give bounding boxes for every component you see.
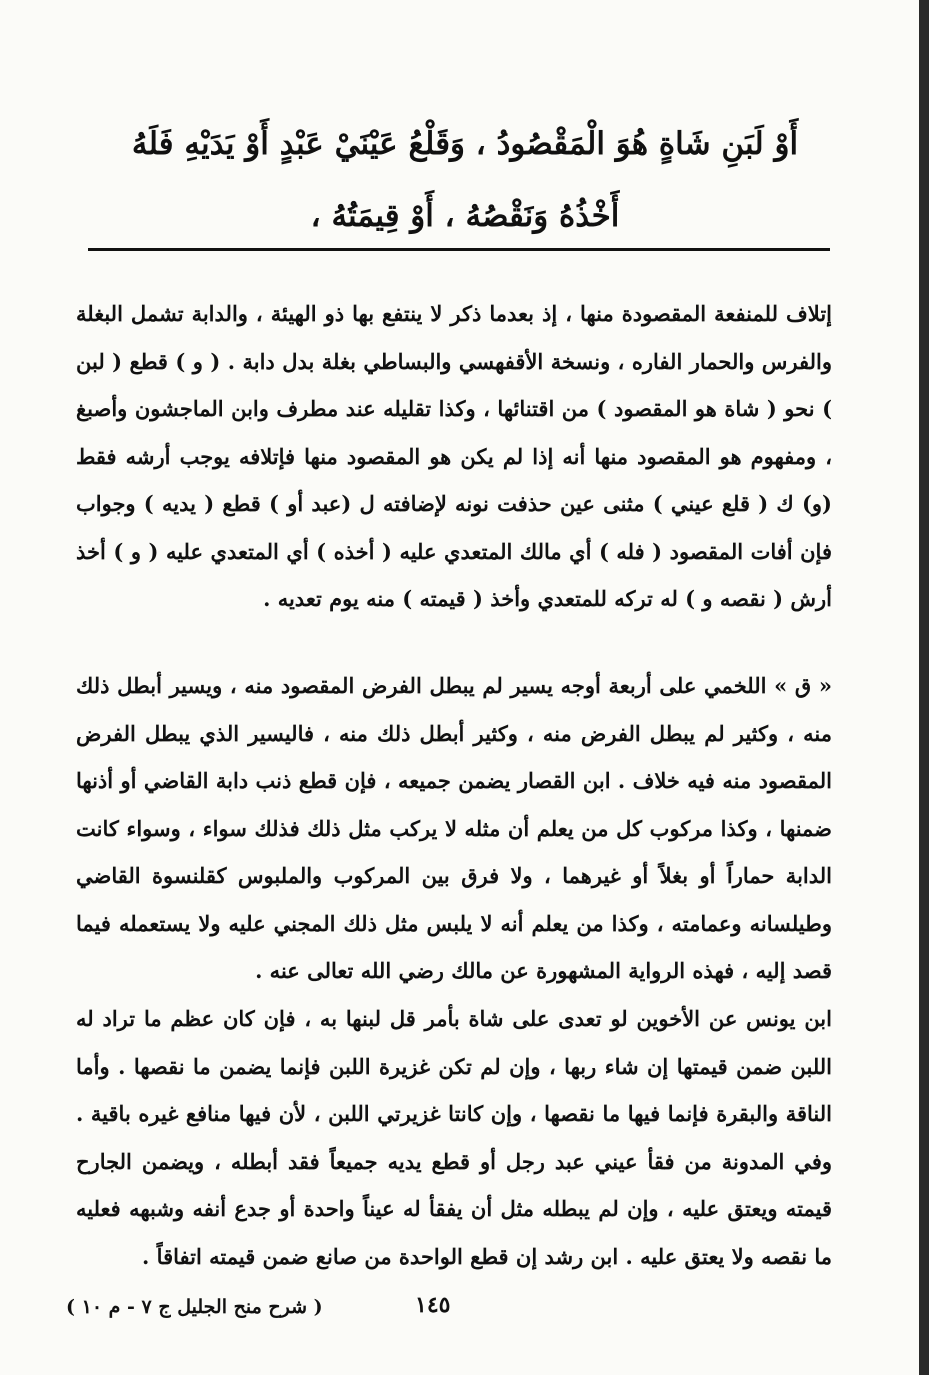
matn-verse: أَوْ لَبَنِ شَاةٍ هُوَ الْمَقْصُودُ ، وَقَلْعُ عَيْنَيْ عَبْدٍ أَوْ يَدَيْهِ فَلَهُ أَخْذُهُ وَنَقْصُهُ ، أَوْ قِيمَتُهُ ، [131, 126, 799, 234]
separator-rule [88, 248, 830, 251]
commentary-paragraph-1: إتلاف للمنفعة المقصودة منها ، إذ بعدما ذكر لا ينتفع بها ذو الهيئة ، والدابة تشمل البغلة والفرس والحمار الفاره ، ونسخة الأقفهسي والبساطي بغلة بدل دابة . ( و ) قطع ( لبن ) نحو ( شاة هو المقصود ) من اقتنائها ، وكذا تقليله عند مطرف وابن الماجشون وأصبغ ، ومفهوم هو المقصود منها أنه إذا لم يكن هو المقصود منها فإتلافه يوجب أرشه فقط (و) ك ( قلع عيني ) مثنى عين حذفت نونه لإضافته ل (عبد أو ) قطع ( يديه ) وجواب فإن أفات المقصود ( فله ) أي مالك المتعدي عليه ( أخذه ) أي المتعدي عليه ( و ) أخذ أرش ( نقصه و ) له تركه للمتعدي وأخذ ( قيمته ) منه يوم تعديه . [76, 301, 832, 611]
scan-edge-shadow [919, 0, 929, 1375]
book-reference: ( شرح منح الجليل ج ٧ - م ١٠ ) [66, 1296, 323, 1318]
commentary-paragraph-3: ابن يونس عن الأخوين لو تعدى على شاة بأمر قل لبنها به ، فإن كان عظم ما تراد له اللبن ضمن قيمتها إن شاء ربها ، وإن لم تكن غزيرة اللبن فإنما يضمن ما نقصها . وأما الناقة والبقرة فإنما فيها ما نقصها ، وإن كانتا غزيرتي اللبن ، لأن فيها منافع غيره باقية . وفي المدونة من فقأ عيني عبد رجل أو قطع يديه جميعاً فقد أبطله ، ويضمن الجارح قيمته ويعتق عليه ، وإن لم يبطله مثل أن يفقأ له عيناً واحدة أو جدع أنفه وشبهه فعليه ما نقصه ولا يعتق عليه . ابن رشد إن قطع الواحدة من صانع ضمن قيمته اتفاقاً . [76, 1006, 832, 1269]
commentary-paragraph-2: « ق » اللخمي على أربعة أوجه يسير لم يبطل الفرض المقصود منه ، ويسير أبطل ذلك منه ، وكثير لم يبطل الفرض منه ، وكثير أبطل ذلك منه ، فاليسير الذي يبطل الفرض المقصود منه فيه خلاف . ابن القصار يضمن جميعه ، فإن قطع ذنب دابة القاضي أو أذنها ضمنها ، وكذا مركوب كل من يعلم أن مثله لا يركب مثل ذلك فذلك سواء ، وسواء كانت الدابة حماراً أو بغلاً أو غيرهما ، ولا فرق بين المركوب والملبوس كقلنسوة القاضي وطيلسانه وعمامته ، وكذا من يعلم أنه لا يلبس مثل ذلك المجني عليه ولا يستعمله فيما قصد إليه ، فهذه الرواية المشهورة عن مالك رضي الله تعالى عنه . [76, 673, 832, 983]
page-number: ١٤٥ [415, 1292, 451, 1318]
